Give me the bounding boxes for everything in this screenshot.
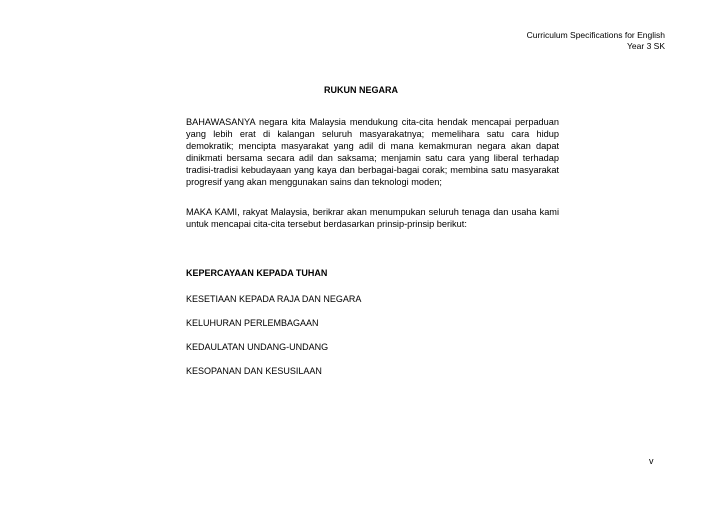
page-title <box>0 85 728 95</box>
principle-item-3: KELUHURAN PERLEMBAGAAN <box>186 317 319 328</box>
principle-item-5: KESOPANAN DAN KESUSILAAN <box>186 366 322 377</box>
header-year-level: Year 3 SK <box>627 41 665 51</box>
header-document-title: Curriculum Specifications for English <box>526 30 665 40</box>
page-number: v <box>649 456 654 466</box>
principle-item-1: KEPERCAYAAN KEPADA TUHAN <box>186 268 328 278</box>
principle-item-2: KESETIAAN KEPADA RAJA DAN NEGARA <box>186 293 362 304</box>
principle-item-4: KEDAULATAN UNDANG-UNDANG <box>186 342 329 353</box>
principles-list <box>186 268 361 391</box>
page-title-text: RUKUN NEGARA <box>324 85 398 95</box>
pledge-paragraph: MAKA KAMI, rakyat Malaysia, berikrar akan menumpukan seluruh tenaga dan usaha kami untuk mencapai cita-cita tersebut berdasarkan prinsip-prinsip berikut: <box>186 207 559 229</box>
page-header <box>527 30 665 52</box>
preamble-paragraph: BAHAWASANYA negara kita Malaysia mendukung cita-cita hendak mencapai perpaduan yang lebih erat di kalangan seluruh masyarakatnya; memelihara satu cara hidup demokratik; mencipta masyarakat yang adil di mana kemakmuran negara akan dapat dinikmati bersama secara adil dan saksama; menjamin satu cara yang liberal terhadap tradisi-tradisi kebudayaan yang kaya dan berbagai-bagai corak; membina satu masyarakat progresif yang akan menggunakan sains dan teknologi moden; <box>186 117 559 187</box>
